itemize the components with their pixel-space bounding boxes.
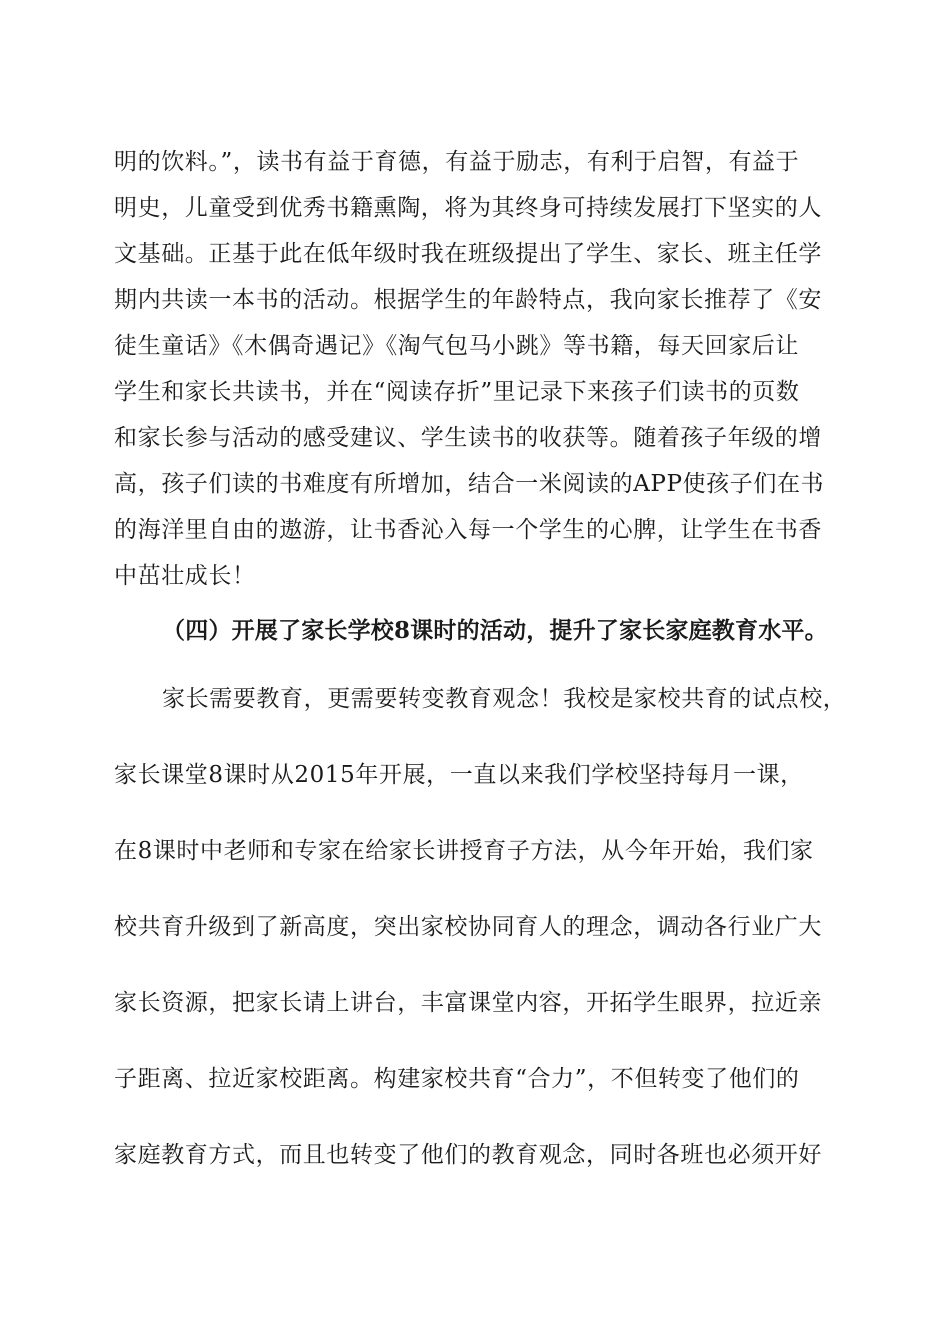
paragraph-1-line-1: 明的饮料。”，读书有益于育德，有益于励志，有利于启智，有益于 <box>114 149 800 175</box>
paragraph-1-line-6: 学生和家长共读书，并在“阅读存折”里记录下来孩子们读书的页数 <box>114 379 800 405</box>
paragraph-1-line-9: 的海洋里自由的遨游，让书香沁入每一个学生的心脾，让学生在书香 <box>114 517 822 543</box>
paragraph-2-line-6: 子距离、拉近家校距离。构建家校共育“合力”，不但转变了他们的 <box>114 1066 800 1092</box>
section-heading: （四）开展了家长学校8课时的活动，提升了家长家庭教育水平。 <box>162 617 828 644</box>
paragraph-1-line-8: 高，孩子们读的书难度有所增加，结合一米阅读的APP使孩子们在书 <box>114 471 825 497</box>
paragraph-1-line-4: 期内共读一本书的活动。根据学生的年龄特点，我向家长推荐了《安 <box>114 287 822 313</box>
paragraph-1-line-10: 中茁壮成长！ <box>114 563 256 589</box>
paragraph-1-line-7: 和家长参与活动的感受建议、学生读书的收获等。随着孩子年级的增 <box>114 425 822 451</box>
paragraph-1-line-2: 明史，儿童受到优秀书籍熏陶，将为其终身可持续发展打下坚实的人 <box>114 195 822 221</box>
paragraph-1-line-3: 文基础。正基于此在低年级时我在班级提出了学生、家长、班主任学 <box>114 241 822 267</box>
paragraph-2-line-4: 校共育升级到了新高度，突出家校协同育人的理念，调动各行业广大 <box>114 914 822 940</box>
paragraph-2-line-7: 家庭教育方式，而且也转变了他们的教育观念，同时各班也必须开好 <box>114 1142 822 1168</box>
paragraph-2-line-1: 家长需要教育，更需要转变教育观念！我校是家校共育的试点校， <box>162 686 847 712</box>
paragraph-2-line-3: 在8课时中老师和专家在给家长讲授育子方法，从今年开始，我们家 <box>114 838 814 864</box>
paragraph-1-line-5: 徒生童话》《木偶奇遇记》《淘气包马小跳》等书籍，每天回家后让 <box>114 333 799 359</box>
paragraph-2-line-5: 家长资源，把家长请上讲台，丰富课堂内容，开拓学生眼界，拉近亲 <box>114 990 822 1016</box>
paragraph-2-line-2: 家长课堂8课时从2015年开展，一直以来我们学校坚持每月一课， <box>114 762 804 788</box>
